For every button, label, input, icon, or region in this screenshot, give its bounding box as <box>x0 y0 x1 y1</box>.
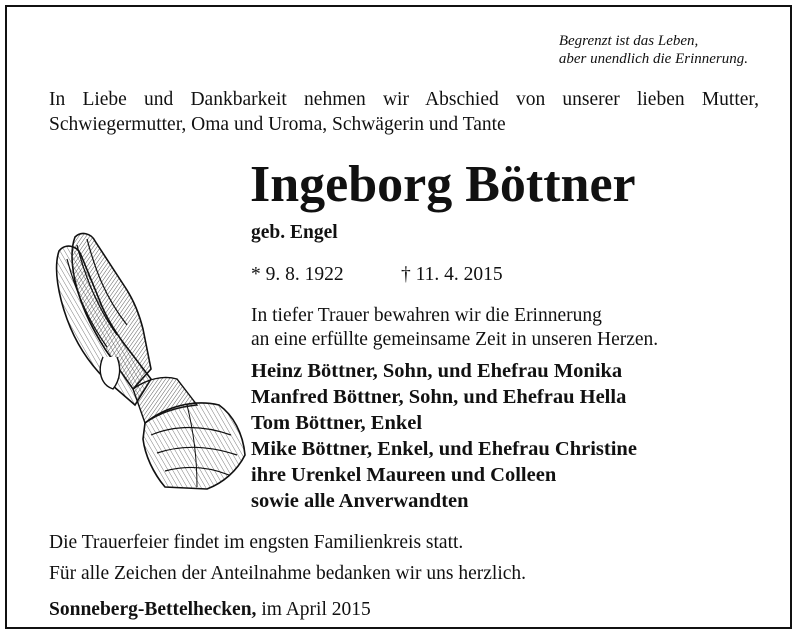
family-member: ihre Urenkel Maureen und Colleen <box>251 464 557 486</box>
motto <box>559 32 748 68</box>
family-member: Heinz Böttner, Sohn, und Ehefrau Monika <box>251 360 623 382</box>
intro-line-1: In Liebe und Dankbarkeit nehmen wir Abschied von unserer lieben Mutter, <box>49 89 759 110</box>
family-member: sowie alle Anverwandten <box>251 490 469 512</box>
family-member: Manfred Böttner, Sohn, und Ehefrau Hella <box>251 386 627 408</box>
obituary-frame <box>5 5 792 629</box>
motto-line-2: aber unendlich die Erinnerung. <box>558 51 748 67</box>
family-list <box>251 358 637 514</box>
funeral-notice: Die Trauerfeier findet im engsten Familienkreis statt. <box>49 532 464 553</box>
intro-text <box>49 87 759 137</box>
deceased-name: Ingeborg Böttner <box>250 156 636 213</box>
thanks-notice: Für alle Zeichen der Anteilnahme bedanken wir uns herzlich. <box>49 563 527 584</box>
birth-name: geb. Engel <box>251 222 338 243</box>
birth-date: * 9. 8. 1922 <box>251 264 344 285</box>
condolence-text <box>251 304 658 352</box>
family-member: Mike Böttner, Enkel, und Ehefrau Christine <box>251 438 637 460</box>
notice-date: im April 2015 <box>256 599 371 620</box>
condolence-line-2: an eine erfüllte gemeinsame Zeit in unseren Herzen. <box>251 329 659 350</box>
family-member: Tom Böttner, Enkel <box>251 412 423 434</box>
life-dates <box>251 263 503 287</box>
praying-hands-icon <box>47 229 247 491</box>
place-date <box>49 598 371 622</box>
place-name: Sonneberg-Bettelhecken, <box>49 599 257 620</box>
motto-line-1: Begrenzt ist das Leben, <box>558 33 699 49</box>
condolence-line-1: In tiefer Trauer bewahren wir die Erinnerung <box>251 305 602 326</box>
death-date: † 11. 4. 2015 <box>401 264 503 285</box>
intro-line-2: Schwiegermutter, Oma und Uroma, Schwägerin und Tante <box>49 114 506 135</box>
